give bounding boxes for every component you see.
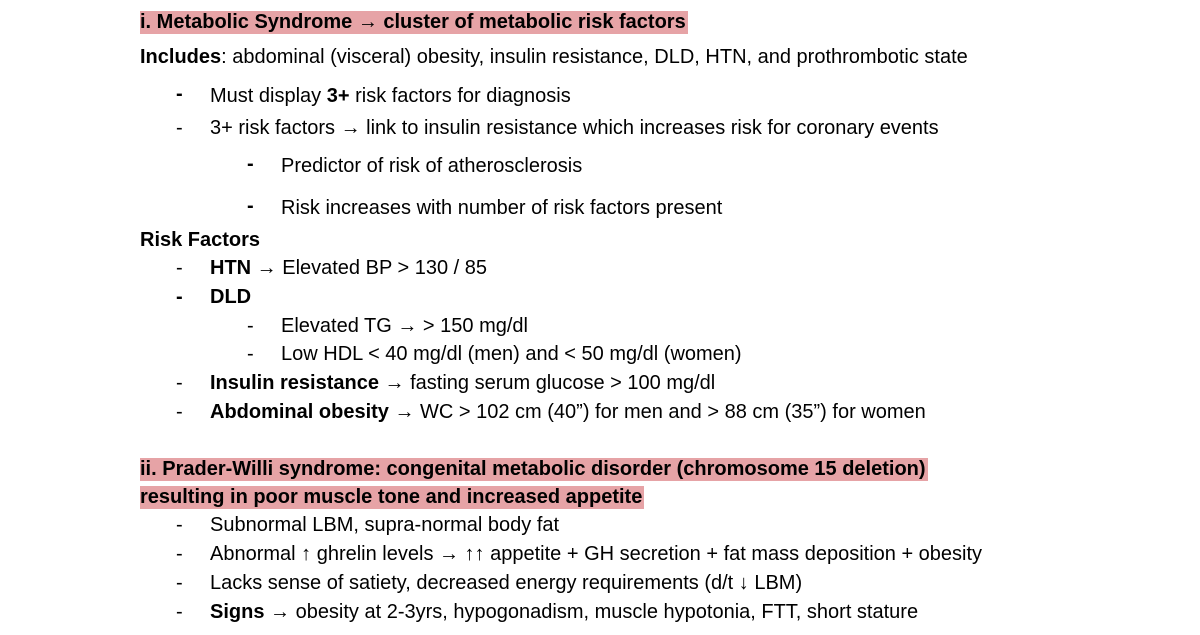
risk-insulin-resistance bbox=[210, 371, 715, 395]
risk-htn-label: HTN bbox=[210, 257, 252, 279]
risk-ir-label: Insulin resistance bbox=[210, 372, 379, 394]
pw-signs-text: → obesity at 2-3yrs, hypogonadism, muscle hypotonia, FTT, short stature bbox=[264, 601, 919, 623]
bullet-text: risk factors for diagnosis bbox=[349, 85, 571, 107]
risk-factors-heading: Risk Factors bbox=[140, 229, 261, 251]
sub-bullet-atherosclerosis: Predictor of risk of atherosclerosis bbox=[281, 155, 583, 177]
bullet-text: Must display bbox=[210, 85, 327, 107]
includes-label: Includes bbox=[140, 46, 222, 68]
risk-htn-text: → Elevated BP > 130 / 85 bbox=[251, 257, 488, 279]
sub-bullet-dash: - bbox=[247, 153, 254, 175]
sub-bullet-dash: - bbox=[247, 343, 254, 365]
pw-bullet-satiety: Lacks sense of satiety, decreased energy requirements (d/t ↓ LBM) bbox=[210, 572, 803, 594]
pw-bullet-ghrelin: Abnormal ↑ ghrelin levels → ↑↑ appetite + GH secretion + fat mass deposition + obesity bbox=[210, 543, 983, 565]
bullet-must-display bbox=[210, 84, 571, 108]
bullet-dash: - bbox=[176, 83, 183, 105]
bullet-dash: - bbox=[176, 117, 183, 139]
risk-dld: DLD bbox=[210, 286, 252, 308]
section2-heading-text: resulting in poor muscle tone and increased appetite bbox=[140, 486, 643, 508]
bullet-risk-link: 3+ risk factors → link to insulin resistance which increases risk for coronary events bbox=[210, 117, 939, 139]
bullet-dash: - bbox=[176, 257, 183, 279]
section2-heading-line1 bbox=[140, 457, 928, 481]
bullet-dash: - bbox=[176, 372, 183, 394]
bullet-dash: - bbox=[176, 543, 183, 565]
risk-ao-text: → WC > 102 cm (40”) for men and > 88 cm (35”) for women bbox=[388, 401, 926, 423]
pw-signs-label: Signs bbox=[210, 601, 265, 623]
risk-dld-hdl: Low HDL < 40 mg/dl (men) and < 50 mg/dl (women) bbox=[281, 343, 742, 365]
bullet-bold: 3+ bbox=[326, 85, 350, 107]
section2-heading-text: ii. Prader-Willi syndrome: congenital metabolic disorder (chromosome 15 deletion) bbox=[140, 458, 926, 480]
risk-ir-text: → fasting serum glucose > 100 mg/dl bbox=[378, 372, 716, 394]
section2-heading-line2 bbox=[140, 485, 644, 509]
bullet-dash: - bbox=[176, 514, 183, 536]
sub-bullet-risk-increases: Risk increases with number of risk factors present bbox=[281, 197, 723, 219]
includes-text: : abdominal (visceral) obesity, insulin resistance, DLD, HTN, and prothrombotic state bbox=[221, 46, 968, 68]
risk-htn bbox=[210, 256, 487, 280]
risk-abdominal-obesity bbox=[210, 400, 926, 424]
bullet-dash: - bbox=[176, 401, 183, 423]
section1-heading bbox=[140, 10, 688, 34]
risk-ao-label: Abdominal obesity bbox=[210, 401, 389, 423]
includes-line bbox=[140, 45, 968, 69]
pw-bullet-lbm: Subnormal LBM, supra-normal body fat bbox=[210, 514, 560, 536]
section1-heading-text: i. Metabolic Syndrome → cluster of metabolic risk factors bbox=[140, 11, 686, 33]
bullet-dash: - bbox=[176, 286, 183, 308]
sub-bullet-dash: - bbox=[247, 195, 254, 217]
pw-bullet-signs bbox=[210, 600, 918, 624]
bullet-dash: - bbox=[176, 572, 183, 594]
bullet-dash: - bbox=[176, 601, 183, 623]
risk-dld-tg: Elevated TG → > 150 mg/dl bbox=[281, 315, 528, 337]
sub-bullet-dash: - bbox=[247, 315, 254, 337]
